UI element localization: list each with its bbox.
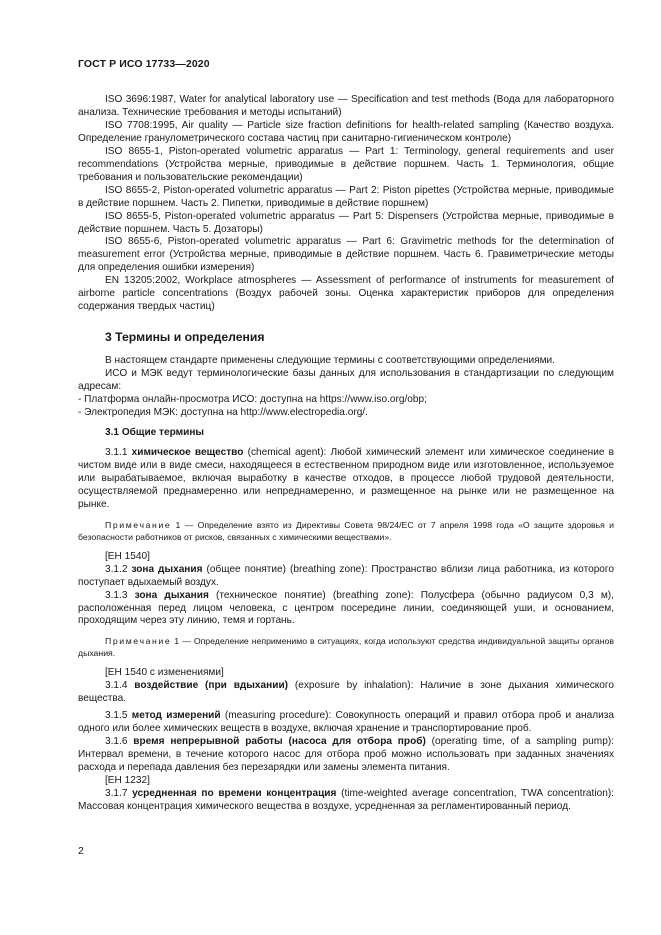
term-name: усредненная по времени концентрация — [132, 787, 337, 799]
term-3-1-1 — [78, 447, 614, 512]
note — [78, 519, 614, 543]
reference-item: ISO 7708:1995, Air quality — Particle size fraction definitions for health-related sampling (Качество воздуха. Определение гранулометрического состава частиц при санитарно-гигиеническом контроле) — [78, 119, 614, 144]
note-label: Примечание — [105, 636, 172, 647]
source-reference: [ЕН 1232] — [105, 775, 150, 787]
term-name: химическое вещество — [131, 446, 244, 458]
reference-item: ISO 8655-5, Piston-operated volumetric apparatus — Part 5: Dispensers (Устройства мерные, приводимые в действие поршнем. Часть 5. Дозаторы) — [78, 210, 614, 235]
subsection-title: 3.1 Общие термины — [105, 426, 205, 438]
term-name: зона дыхания — [131, 563, 203, 575]
term-definition: (exposure by inhalation): Наличие в зоне дыхания химического вещества. — [78, 680, 614, 705]
term-definition: (measuring procedure): Совокупность операций и правил отбора проб и анализа одного или более химических веществ в воздухе, включая хранение и транспортирование проб. — [78, 710, 614, 735]
database-list-item: - Платформа онлайн-просмотра ИСО: доступна на https://www.iso.org/obp; — [78, 394, 427, 406]
term-number: 3.1.6 — [105, 736, 134, 748]
section-intro: В настоящем стандарте применены следующие термины с соответствующими определениями. — [105, 355, 555, 367]
note-text: 1 — Определение взято из Директивы Совета 98/24/ЕС от 7 апреля 1998 года «О защите здоровья и безопасности работников от рисков, связанных с химическими веществами». — [78, 519, 614, 542]
term-definition: (operating time, of a sampling pump): Интервал времени, в течение которого насос для отбора проб можно использовать при заданных значениях расхода и перепада давления без перезарядки или замены элемента питания. — [78, 736, 614, 774]
note-label: Примечание — [105, 519, 172, 530]
term-number: 3.1.3 — [105, 589, 135, 601]
term-3-1-3 — [78, 590, 614, 629]
term-number: 3.1.5 — [105, 710, 132, 722]
term-name: метод измерений — [131, 710, 221, 722]
document-body — [78, 94, 614, 814]
term-number: 3.1.4 — [105, 680, 135, 692]
term-number: 3.1.1 — [105, 446, 132, 458]
term-3-1-5 — [78, 710, 614, 736]
term-3-1-6 — [78, 736, 614, 775]
reference-item: ISO 8655-2, Piston-operated volumetric apparatus — Part 2: Piston pipettes (Устройства мерные, приводимые в действие поршнем. Часть 2. Пипетки, приводимые в действие поршнем) — [78, 184, 614, 209]
reference-item: ISO 8655-1, Piston-operated volumetric apparatus — Part 1: Terminology, general requirements and user recommendations (Устройства мерные, приводимые в действие поршнем. Часть 1. Терминология, общие требования и пользовательские рекомендации) — [78, 145, 614, 183]
page-number: 2 — [78, 845, 84, 857]
reference-item: EN 13205:2002, Workplace atmospheres — Assessment of performance of instruments for measurement of airborne particle concentrations (Воздух рабочей зоны. Оценка характеристик приборов для определения содержания твердых частиц) — [78, 275, 614, 313]
term-name: воздействие (при вдыхании) — [134, 680, 289, 692]
term-definition: (техническое понятие) (breathing zone): Полусфера (обычно радиусом 0,3 м), расположенная перед лицом человека, с центром посередине линии, соединяющей уши, и основанием, проходящим через эту линию, темя и гортань. — [78, 589, 614, 627]
reference-item: ISO 3696:1987, Water for analytical laboratory use — Specification and test methods (Вода для лабораторного анализа. Технические требования и методы испытаний) — [78, 94, 614, 118]
term-definition: (chemical agent): Любой химический элемент или химическое соединение в чистом виде или в виде смеси, находящееся в естественном природном виде или изготовленное, используемое или вырабатываемое, включая выработку в качестве отходов, в процессе любой трудовой деятельности, осуществляемой преднамеренно или непреднамеренно, и размещенное на рынке или не размещенное на рынке. — [78, 446, 614, 510]
note — [78, 635, 614, 659]
term-definition: (time-weighted average concentration, TWA concentration): Массовая концентрация химического вещества в воздухе, усредненная за регламентированный период. — [78, 787, 614, 812]
note-text: 1 — Определение неприменимо в ситуациях, когда используют средства индивидуальной защиты органов дыхания. — [78, 636, 614, 659]
section-title: 3 Термины и определения — [105, 330, 265, 345]
standard-header: ГОСТ Р ИСО 17733—2020 — [78, 58, 210, 70]
section-intro: ИСО и МЭК ведут терминологические базы данных для использования в стандартизации по следующим адресам: — [78, 368, 614, 393]
term-3-1-4 — [78, 680, 614, 706]
source-reference: [ЕН 1540] — [105, 550, 150, 562]
database-list-item: - Электропедия МЭК: доступна на http://www.electropedia.org/. — [78, 407, 368, 419]
term-3-1-2 — [78, 564, 614, 590]
term-number: 3.1.2 — [105, 563, 132, 575]
term-name: время непрерывной работы (насоса для отбора проб) — [133, 736, 426, 748]
term-number: 3.1.7 — [105, 787, 133, 799]
term-3-1-7 — [78, 788, 614, 814]
reference-item: ISO 8655-6, Piston-operated volumetric apparatus — Part 6: Gravimetric methods for the determination of measurement error (Устройства мерные, приводимые в действие поршнем. Часть 6. Гравиметрические методы для определения ошибки измерения) — [78, 236, 614, 274]
term-name: зона дыхания — [134, 589, 209, 601]
term-definition: (общее понятие) (breathing zone): Пространство вблизи лица работника, из которого поступает вдыхаемый воздух. — [78, 563, 614, 588]
source-reference: [ЕН 1540 с изменениями] — [105, 667, 224, 679]
